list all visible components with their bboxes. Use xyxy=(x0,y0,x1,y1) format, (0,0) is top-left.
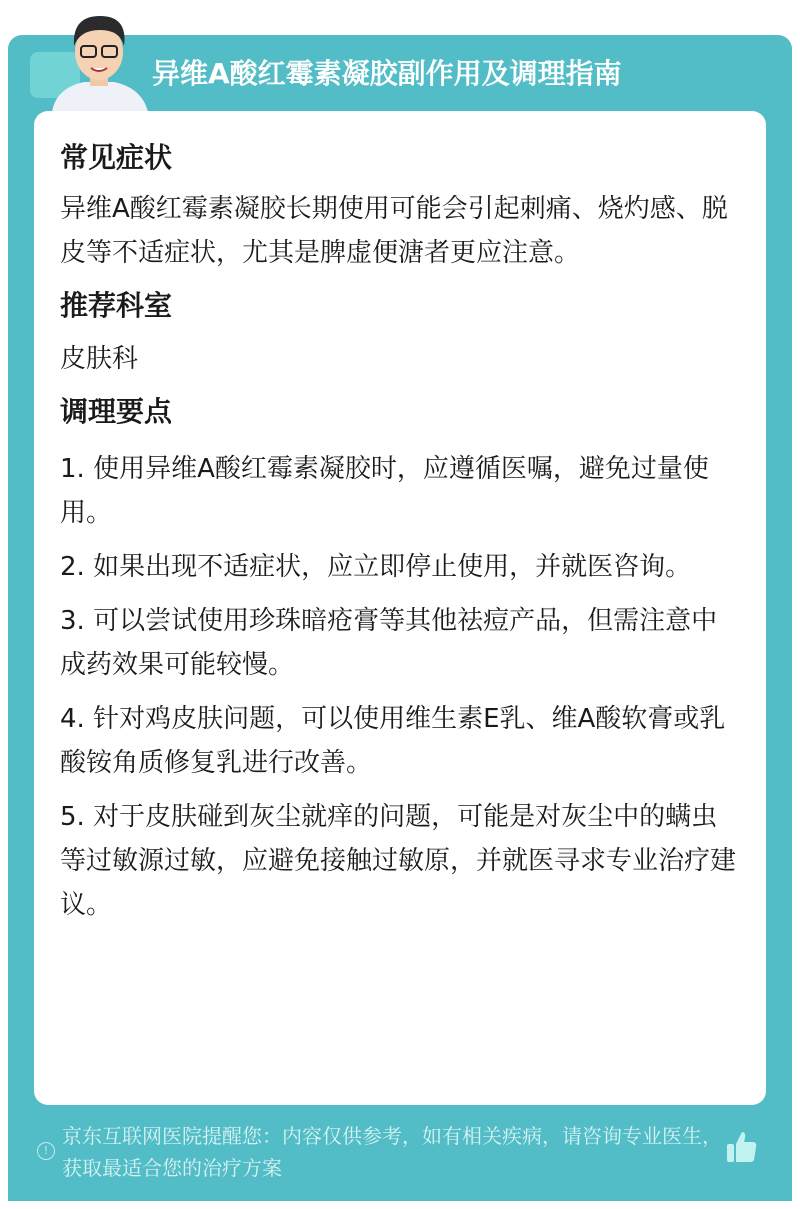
section-care-tips xyxy=(60,387,740,927)
section-department xyxy=(60,281,740,381)
list-item: 3. 可以尝试使用珍珠暗疮膏等其他祛痘产品，但需注意中成药效果可能较慢。 xyxy=(60,606,718,680)
section-heading: 调理要点 xyxy=(60,395,173,428)
page-title: 异维A酸红霉素凝胶副作用及调理指南 xyxy=(152,57,622,90)
list-item: 2. 如果出现不适症状，应立即停止使用，并就医咨询。 xyxy=(60,552,692,582)
section-body: 皮肤科 xyxy=(60,344,139,374)
doctor-avatar xyxy=(44,8,154,112)
list-item: 1. 使用异维A酸红霉素凝胶时，应遵循医嘱，避免过量使用。 xyxy=(60,454,709,528)
info-icon: ! xyxy=(37,1142,55,1160)
disclaimer-text: 京东互联网医院提醒您：内容仅供参考，如有相关疾病，请咨询专业医生，获取最适合您的治疗方案 xyxy=(62,1124,722,1180)
thumbs-up-icon[interactable] xyxy=(726,1130,758,1164)
section-body: 异维A酸红霉素凝胶长期使用可能会引起刺痛、烧灼感、脱皮等不适症状，尤其是脾虚便溏者更应注意。 xyxy=(60,194,728,268)
section-symptoms xyxy=(60,133,740,275)
section-heading: 推荐科室 xyxy=(60,289,173,322)
section-heading: 常见症状 xyxy=(60,141,173,174)
list-item: 5. 对于皮肤碰到灰尘就痒的问题，可能是对灰尘中的螨虫等过敏源过敏，应避免接触过敏原，并就医寻求专业治疗建议。 xyxy=(60,802,737,920)
list-item: 4. 针对鸡皮肤问题，可以使用维生素E乳、维A酸软膏或乳酸铵角质修复乳进行改善。 xyxy=(60,704,726,778)
content-card xyxy=(34,111,766,1105)
